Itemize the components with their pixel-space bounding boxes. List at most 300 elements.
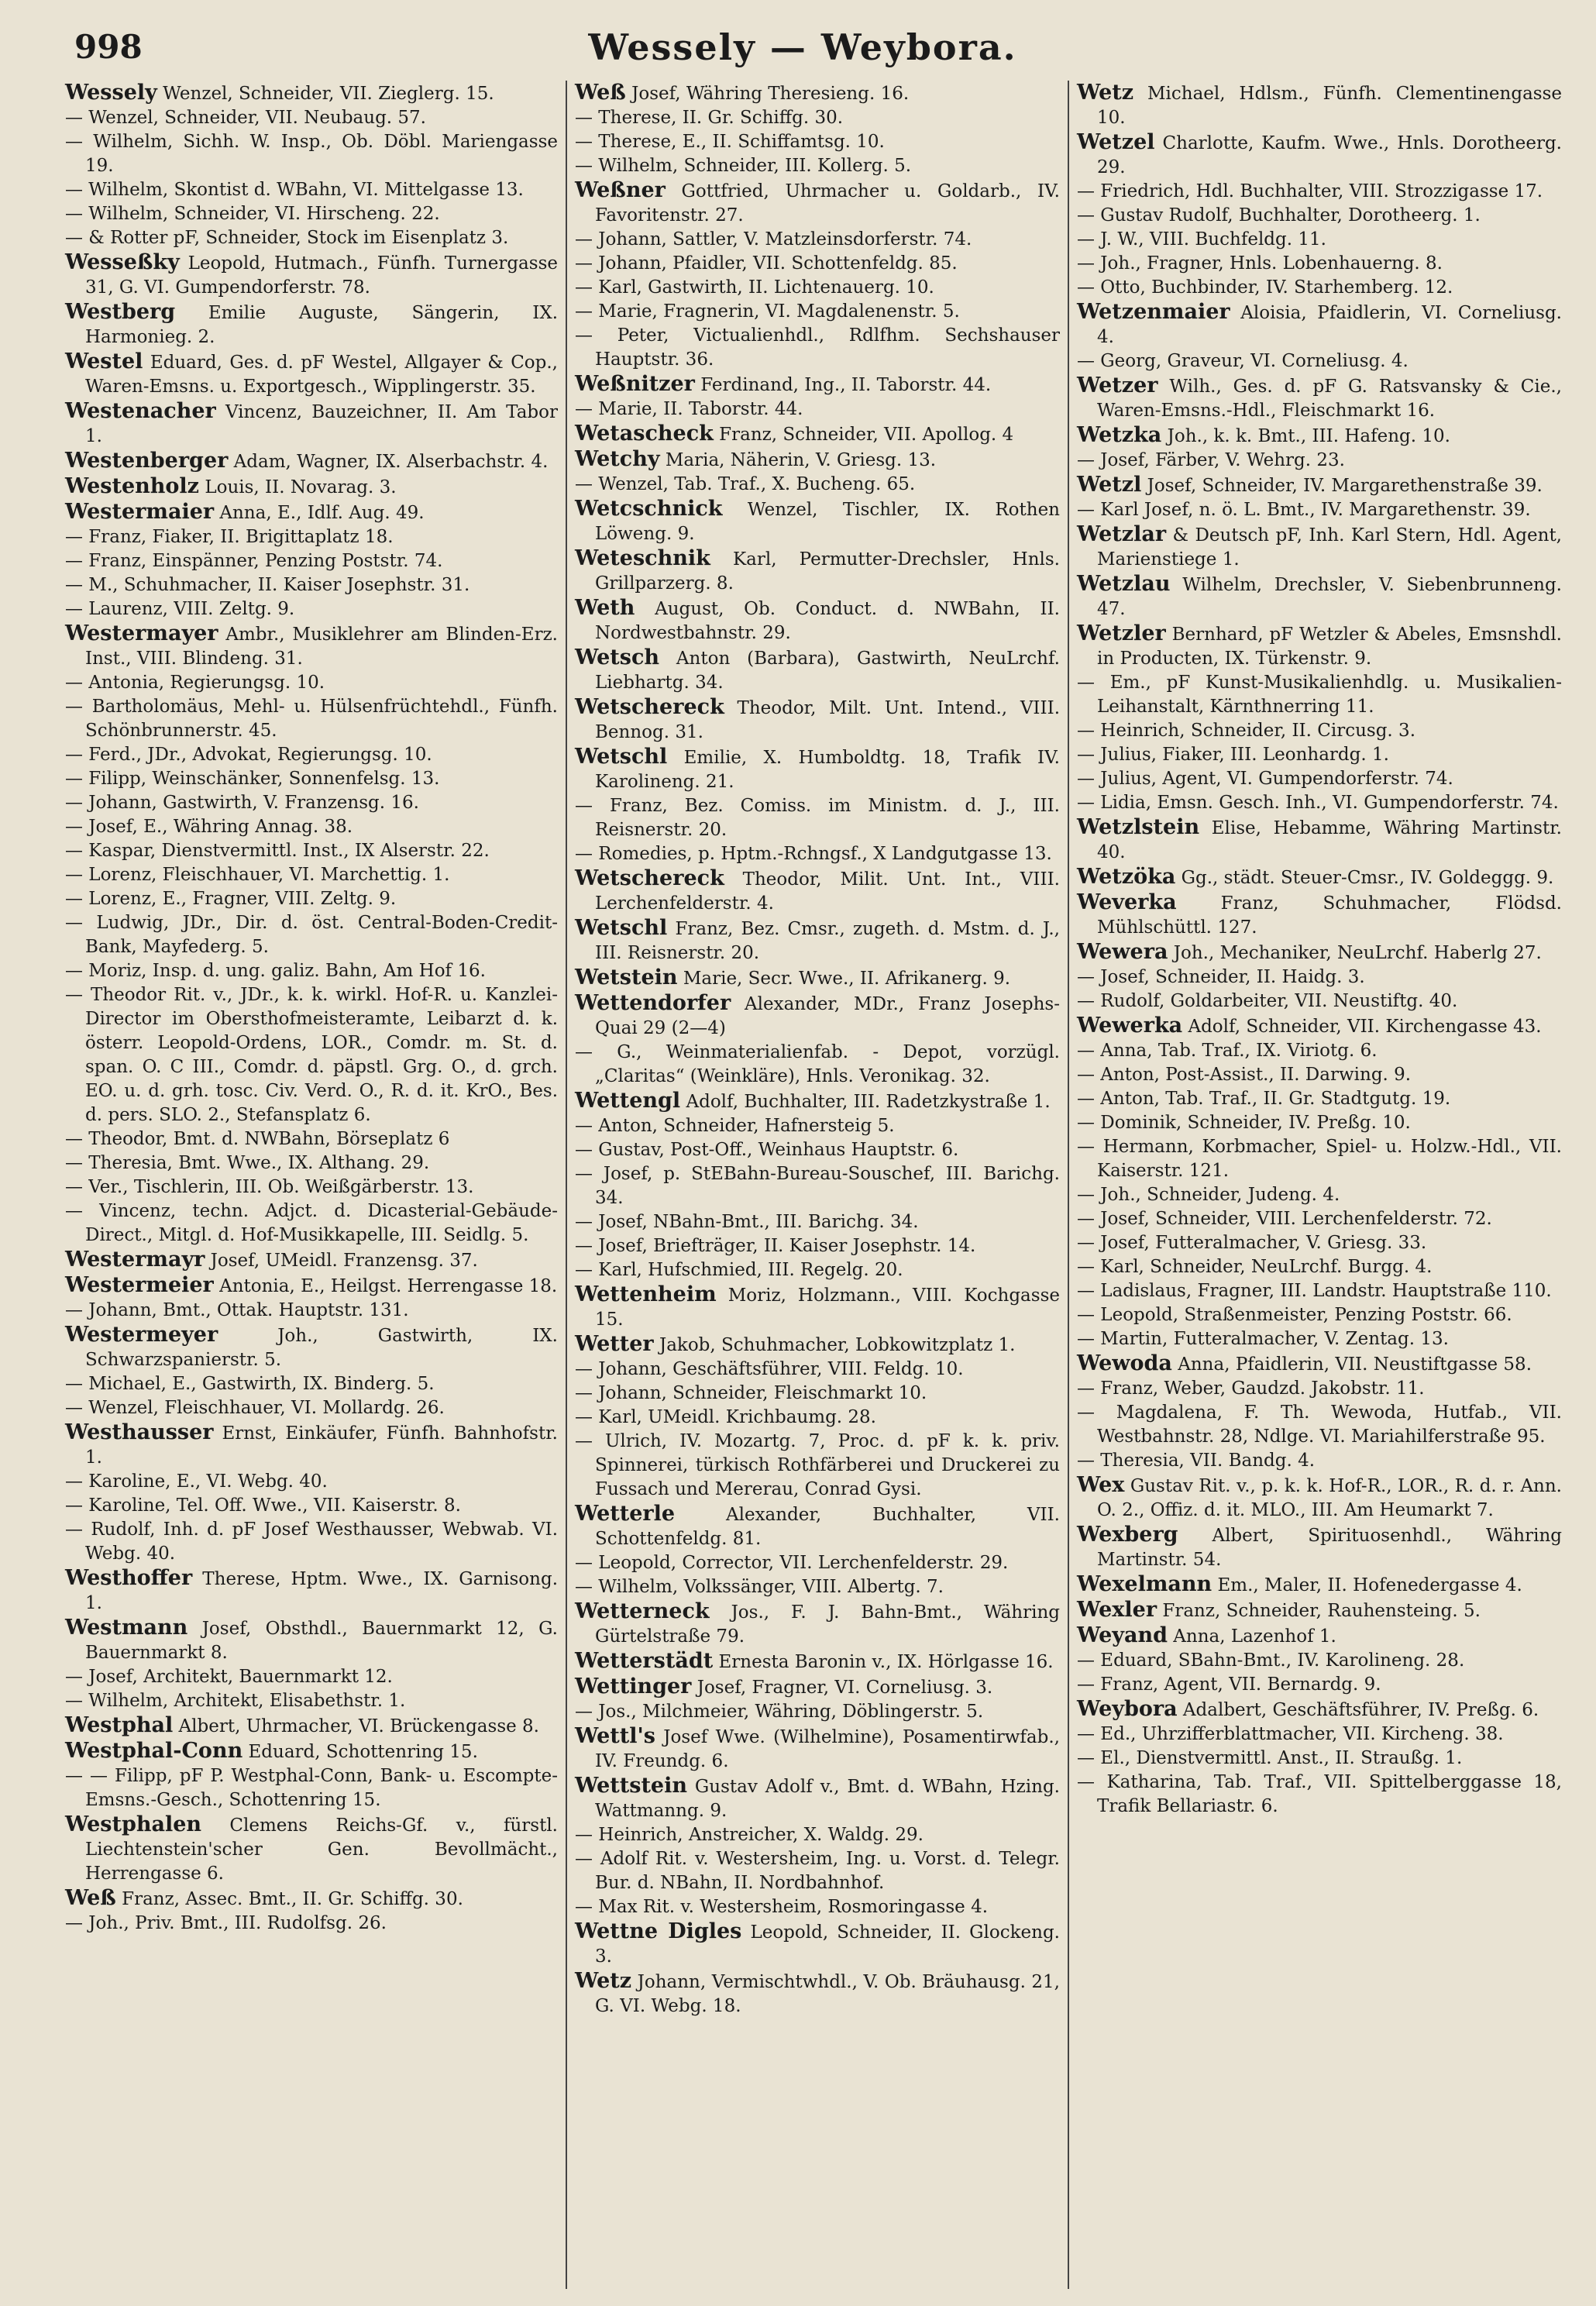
directory-entry bbox=[65, 250, 558, 300]
entry-details: Wenzel, Tischler, IX. Rothen Löweng. 9. bbox=[595, 500, 1060, 544]
entry-details: Jakob, Schuhmacher, Lobkowitzplatz 1. bbox=[653, 1335, 1016, 1355]
entry-details: Franz, Bez. Cmsr., zugeth. d. Mstm. d. J., III. Reisnerstr. 20. bbox=[595, 919, 1060, 963]
entry-details: — Wenzel, Schneider, VII. Neubaug. 57. bbox=[65, 108, 426, 128]
directory-entry bbox=[1077, 1623, 1562, 1649]
entry-details: Josef, UMeidl. Franzensg. 37. bbox=[205, 1251, 478, 1271]
entry-surname: Wetz bbox=[1077, 81, 1134, 105]
entry-details: — Moriz, Insp. d. ung. galiz. Bahn, Am Hof 16. bbox=[65, 961, 486, 981]
entry-details: — Friedrich, Hdl. Buchhalter, VIII. Strozzigasse 17. bbox=[1077, 181, 1543, 201]
entry-details: — Romedies, p. Hptm.-Rchngsf., X Landgutgasse 13. bbox=[575, 844, 1052, 864]
directory-entry bbox=[575, 106, 1060, 130]
entry-details: Theodor, Milit. Unt. Int., VIII. Lerchenfelderstr. 4. bbox=[595, 869, 1060, 914]
directory-entry bbox=[65, 226, 558, 250]
entry-details: — Bartholomäus, Mehl- u. Hülsenfrüchtehdl., Fünfh. Schönbrunnerstr. 45. bbox=[65, 697, 558, 741]
directory-entry bbox=[1077, 204, 1562, 228]
entry-details: — Marie, II. Taborstr. 44. bbox=[575, 399, 803, 419]
directory-entry bbox=[65, 1494, 558, 1518]
entry-surname: Wex bbox=[1077, 1473, 1125, 1497]
entry-surname: Wewoda bbox=[1077, 1351, 1172, 1375]
entry-details: Leopold, Hutmach., Fünfh. Turnergasse 31, G. VI. Gumpendorferstr. 78. bbox=[85, 253, 558, 298]
directory-entry bbox=[1077, 423, 1562, 449]
entry-details: — Josef, Architekt, Bauernmarkt 12. bbox=[65, 1667, 393, 1687]
entry-details: Joh., k. k. Bmt., III. Hafeng. 10. bbox=[1161, 426, 1450, 446]
entry-surname: Wetcschnick bbox=[575, 497, 723, 521]
directory-entry bbox=[1077, 180, 1562, 204]
entry-surname: Westenberger bbox=[65, 449, 229, 473]
directory-entry bbox=[65, 474, 558, 500]
entry-details: — Dominik, Schneider, IV. Preßg. 10. bbox=[1077, 1113, 1411, 1133]
directory-entry bbox=[1077, 276, 1562, 300]
entry-details: Josef Wwe. (Wilhelmine), Posamentirwfab., IV. Freundg. 6. bbox=[595, 1727, 1060, 1771]
entry-surname: Weth bbox=[575, 596, 635, 620]
entry-surname: Westermeier bbox=[65, 1273, 214, 1297]
directory-entry bbox=[575, 1382, 1060, 1406]
directory-entry bbox=[575, 398, 1060, 422]
directory-entry bbox=[1077, 940, 1562, 965]
entry-details: — Josef, p. StEBahn-Bureau-Souschef, III. Barichg. 34. bbox=[575, 1164, 1060, 1208]
directory-entry bbox=[1077, 1449, 1562, 1473]
directory-entry bbox=[1077, 815, 1562, 865]
entry-surname: Weverka bbox=[1077, 890, 1177, 914]
directory-entry bbox=[65, 597, 558, 621]
directory-entry bbox=[1077, 671, 1562, 719]
directory-entry bbox=[65, 81, 558, 106]
entry-surname: Wessely bbox=[65, 81, 157, 105]
entry-surname: Westermaier bbox=[65, 500, 215, 524]
entry-details: — Karl, UMeidl. Krichbaumg. 28. bbox=[575, 1407, 876, 1427]
directory-entry bbox=[575, 1041, 1060, 1089]
directory-entry bbox=[1077, 373, 1562, 423]
entry-details: — & Rotter pF, Schneider, Stock im Eisenplatz 3. bbox=[65, 228, 509, 248]
entry-details: Albert, Spirituosenhdl., Währing Martinstr. 54. bbox=[1097, 1526, 1562, 1570]
entry-details: August, Ob. Conduct. d. NWBahn, II. Nordwestbahnstr. 29. bbox=[595, 599, 1060, 643]
entry-surname: Westermayr bbox=[65, 1248, 205, 1272]
entry-surname: Westermeyer bbox=[65, 1323, 218, 1347]
entry-details: — Wilhelm, Volkssänger, VIII. Albertg. 7. bbox=[575, 1577, 944, 1597]
directory-entry bbox=[1077, 1135, 1562, 1183]
directory-entry bbox=[65, 1665, 558, 1689]
entry-details: Jos., F. J. Bahn-Bmt., Währing Gürtelstraße 79. bbox=[595, 1602, 1060, 1647]
entry-details: — Anton, Tab. Traf., II. Gr. Stadtgutg. 19. bbox=[1077, 1089, 1451, 1109]
directory-entry bbox=[575, 1649, 1060, 1674]
entry-details: Elise, Hebamme, Währing Martinstr. 40. bbox=[1097, 818, 1562, 862]
directory-entry bbox=[1077, 865, 1562, 890]
directory-entry bbox=[65, 1470, 558, 1494]
directory-entry bbox=[1077, 1207, 1562, 1231]
directory-entry bbox=[65, 1739, 558, 1764]
entry-surname: Wetstein bbox=[575, 965, 678, 990]
entry-details: Theodor, Milt. Unt. Intend., VIII. Bennog. 31. bbox=[595, 698, 1060, 742]
entry-surname: Wettengl bbox=[575, 1089, 681, 1113]
column-2 bbox=[566, 81, 1068, 2289]
directory-entry bbox=[575, 1502, 1060, 1551]
entry-details: Anna, E., Idlf. Aug. 49. bbox=[214, 503, 425, 523]
directory-entry bbox=[575, 372, 1060, 398]
directory-entry bbox=[1077, 1279, 1562, 1303]
entry-details: — Martin, Futteralmacher, V. Zentag. 13. bbox=[1077, 1329, 1449, 1349]
directory-entry bbox=[575, 1138, 1060, 1162]
entry-surname: Wetzlau bbox=[1077, 572, 1171, 596]
entry-details: — Joh., Priv. Bmt., III. Rudolfsg. 26. bbox=[65, 1913, 387, 1933]
entry-details: Adolf, Buchhalter, III. Radetzkystraße 1. bbox=[680, 1092, 1051, 1112]
directory-entry bbox=[1077, 1723, 1562, 1747]
entry-details: — Lorenz, Fleischhauer, VI. Marchettig. 1. bbox=[65, 865, 450, 885]
directory-entry bbox=[575, 1551, 1060, 1575]
entry-details: — Johann, Bmt., Ottak. Hauptstr. 131. bbox=[65, 1300, 409, 1320]
entry-details: — Therese, E., II. Schiffamtsg. 10. bbox=[575, 132, 885, 152]
entry-details: — Kaspar, Dienstvermittl. Inst., IX Alserstr. 22. bbox=[65, 841, 490, 861]
entry-surname: Wetterstädt bbox=[575, 1649, 714, 1673]
entry-details: — Joh., Schneider, Judeng. 4. bbox=[1077, 1185, 1340, 1205]
entry-details: — Theresia, VII. Bandg. 4. bbox=[1077, 1451, 1316, 1471]
directory-entry bbox=[1077, 572, 1562, 621]
directory-entry bbox=[1077, 621, 1562, 671]
directory-entry bbox=[65, 573, 558, 597]
directory-entry bbox=[65, 1127, 558, 1151]
entry-details: — Rudolf, Goldarbeiter, VII. Neustiftg. 40. bbox=[1077, 991, 1458, 1011]
entry-details: — Peter, Victualienhdl., Rdlfhm. Sechshauser Hauptstr. 36. bbox=[575, 325, 1060, 370]
directory-entry bbox=[575, 794, 1060, 842]
entry-details: Emilie, X. Humboldtg. 18, Trafik IV. Karolineng. 21. bbox=[595, 748, 1060, 792]
entry-details: — Wilhelm, Schneider, III. Kollerg. 5. bbox=[575, 156, 912, 176]
entry-surname: Westhausser bbox=[65, 1420, 214, 1444]
directory-entry bbox=[65, 1616, 558, 1665]
directory-entry bbox=[575, 1969, 1060, 2019]
entry-details: — Wilhelm, Skontist d. WBahn, VI. Mittelgasse 13. bbox=[65, 180, 524, 200]
directory-entry bbox=[1077, 719, 1562, 743]
directory-entry bbox=[65, 1372, 558, 1396]
entry-surname: Wewera bbox=[1077, 940, 1168, 964]
entry-details: — Josef, Schneider, II. Haidg. 3. bbox=[1077, 967, 1365, 987]
entry-details: — Ludwig, JDr., Dir. d. öst. Central-Boden-Credit-Bank, Mayfederg. 5. bbox=[65, 913, 558, 957]
directory-entry bbox=[575, 1724, 1060, 1774]
column-1 bbox=[64, 81, 566, 2289]
directory-entry bbox=[575, 596, 1060, 645]
directory-entry bbox=[575, 178, 1060, 228]
directory-entry bbox=[65, 1323, 558, 1372]
entry-surname: Wexberg bbox=[1077, 1523, 1178, 1547]
entry-surname: Westmann bbox=[65, 1616, 188, 1640]
entry-surname: Westphal-Conn bbox=[65, 1739, 243, 1763]
entry-details: — Julius, Fiaker, III. Leonhardg. 1. bbox=[1077, 745, 1389, 765]
entry-details: — Otto, Buchbinder, IV. Starhemberg. 12. bbox=[1077, 277, 1453, 298]
entry-surname: Wetzel bbox=[1077, 130, 1155, 154]
entry-details: — Laurenz, VIII. Zeltg. 9. bbox=[65, 599, 295, 619]
entry-details: Ambr., Musiklehrer am Blinden-Erz. Inst., VIII. Blindeng. 31. bbox=[85, 625, 558, 669]
directory-entry bbox=[575, 497, 1060, 546]
entry-details: — G., Weinmaterialienfab. - Depot, vorzügl. „Claritas“ (Weinkläre), Hnls. Veronikag. 32. bbox=[575, 1042, 1060, 1086]
directory-entry bbox=[575, 965, 1060, 991]
entry-details: — Karl, Gastwirth, II. Lichtenauerg. 10. bbox=[575, 277, 934, 298]
directory-entry bbox=[1077, 1697, 1562, 1723]
entry-details: — Johann, Pfaidler, VII. Schottenfeldg. 85. bbox=[575, 253, 958, 274]
directory-entry bbox=[575, 645, 1060, 695]
column-3 bbox=[1068, 81, 1570, 2289]
directory-entry bbox=[1077, 1183, 1562, 1207]
directory-entry bbox=[65, 959, 558, 983]
entry-details: — Josef, NBahn-Bmt., III. Barichg. 34. bbox=[575, 1212, 919, 1232]
directory-entry bbox=[1077, 1598, 1562, 1623]
directory-entry bbox=[1077, 767, 1562, 791]
entry-details: Em., Maler, II. Hofenedergasse 4. bbox=[1212, 1575, 1522, 1595]
directory-entry bbox=[575, 300, 1060, 324]
directory-entry bbox=[1077, 1572, 1562, 1598]
directory-entry bbox=[1077, 1673, 1562, 1697]
entry-details: — Michael, E., Gastwirth, IX. Binderg. 5. bbox=[65, 1374, 435, 1394]
entry-details: — Katharina, Tab. Traf., VII. Spittelberggasse 18, Trafik Bellariastr. 6. bbox=[1077, 1772, 1562, 1816]
entry-details: Michael, Hdlsm., Fünfh. Clementinengasse 10. bbox=[1097, 84, 1562, 128]
entry-details: Franz, Schneider, VII. Apollog. 4 bbox=[713, 425, 1014, 445]
entry-surname: Wetzöka bbox=[1077, 865, 1176, 889]
entry-details: Anna, Pfaidlerin, VII. Neustiftgasse 58. bbox=[1171, 1354, 1532, 1375]
entry-details: — Wilhelm, Architekt, Elisabethstr. 1. bbox=[65, 1691, 406, 1711]
directory-entry bbox=[575, 1847, 1060, 1895]
directory-entry bbox=[575, 228, 1060, 252]
directory-entry bbox=[65, 1273, 558, 1299]
entry-surname: Westenacher bbox=[65, 399, 216, 423]
directory-entry bbox=[65, 983, 558, 1127]
directory-entry bbox=[575, 1895, 1060, 1919]
entry-surname: Wetz bbox=[575, 1969, 632, 1993]
entry-details: — Johann, Sattler, V. Matzleinsdorferstr. 74. bbox=[575, 229, 972, 250]
entry-surname: Wetsch bbox=[575, 645, 660, 669]
entry-details: — Gustav, Post-Off., Weinhaus Hauptstr. 6. bbox=[575, 1140, 959, 1160]
directory-entry bbox=[65, 887, 558, 911]
entry-details: Anton (Barbara), Gastwirth, NeuLrchf. Liebhartg. 34. bbox=[595, 649, 1060, 693]
directory-entry bbox=[575, 1575, 1060, 1599]
entry-details: — Franz, Bez. Comiss. im Ministm. d. J., III. Reisnerstr. 20. bbox=[575, 796, 1060, 840]
entry-details: — Therese, II. Gr. Schiffg. 30. bbox=[575, 108, 844, 128]
directory-entry bbox=[575, 447, 1060, 473]
columns bbox=[64, 81, 1570, 2289]
directory-entry bbox=[65, 500, 558, 525]
directory-entry bbox=[65, 130, 558, 178]
directory-entry bbox=[65, 1912, 558, 1936]
entry-details: — Josef, Färber, V. Wehrg. 23. bbox=[1077, 450, 1345, 470]
entry-details: — Wilhelm, Schneider, VI. Hirscheng. 22. bbox=[65, 204, 440, 224]
directory-entry bbox=[575, 81, 1060, 106]
page-header bbox=[74, 22, 1531, 68]
page-number: 998 bbox=[74, 28, 143, 66]
directory-entry bbox=[65, 1518, 558, 1566]
directory-entry bbox=[575, 324, 1060, 372]
entry-details: — Leopold, Straßenmeister, Penzing Poststr. 66. bbox=[1077, 1305, 1512, 1325]
directory-entry bbox=[575, 866, 1060, 916]
directory-entry bbox=[575, 916, 1060, 965]
directory-entry bbox=[65, 743, 558, 767]
entry-details: Antonia, E., Heilgst. Herrengasse 18. bbox=[213, 1276, 558, 1296]
entry-details: Ferdinand, Ing., II. Taborstr. 44. bbox=[694, 375, 992, 395]
entry-details: Adam, Wagner, IX. Alserbachstr. 4. bbox=[228, 452, 549, 472]
entry-details: Franz, Schuhmacher, Flödsd. Mühlschüttl. 127. bbox=[1097, 893, 1562, 938]
entry-details: Alexander, Buchhalter, VII. Schottenfeldg. 81. bbox=[595, 1505, 1060, 1549]
entry-details: — Lidia, Emsn. Gesch. Inh., VI. Gumpendorferstr. 74. bbox=[1077, 793, 1559, 813]
directory-entry bbox=[575, 1823, 1060, 1847]
entry-details: — Franz, Weber, Gaudzd. Jakobstr. 11. bbox=[1077, 1378, 1425, 1399]
entry-surname: Weßnitzer bbox=[575, 372, 695, 396]
directory-entry bbox=[65, 791, 558, 815]
entry-surname: Wetchy bbox=[575, 447, 660, 471]
entry-details: — Marie, Fragnerin, VI. Magdalenenstr. 5. bbox=[575, 301, 960, 322]
directory-entry bbox=[65, 1248, 558, 1273]
entry-surname: Westel bbox=[65, 349, 143, 373]
directory-entry bbox=[1077, 890, 1562, 940]
entry-details: Albert, Uhrmacher, VI. Brückengasse 8. bbox=[173, 1716, 539, 1736]
entry-surname: Wetter bbox=[575, 1332, 654, 1356]
entry-details: Franz, Schneider, Rauhensteing. 5. bbox=[1157, 1601, 1481, 1621]
directory-entry bbox=[1077, 743, 1562, 767]
directory-entry bbox=[575, 1430, 1060, 1502]
entry-details: — Theodor Rit. v., JDr., k. k. wirkl. Hof-R. u. Kanzlei-Director im Obersthofmeisteramte, Leibarzt d. k. österr. Leopold-Ordens, LOR., Comdr. m. St. d. span. O. C III., Comdr. d. päpstl. Grg. O., d. grch. EO. u. d. grh. tosc. Civ. Verd. O., R. d. it. KrO., Bes. d. pers. SLO. 2., Stefansplatz 6. bbox=[65, 985, 558, 1125]
entry-details: Josef, Schneider, IV. Margarethenstraße 39. bbox=[1141, 476, 1543, 496]
entry-surname: Wetzlar bbox=[1077, 522, 1167, 546]
entry-details: Moriz, Holzmann., VIII. Kochgasse 15. bbox=[595, 1286, 1060, 1330]
entry-surname: Wetschl bbox=[575, 916, 668, 940]
entry-details: — Hermann, Korbmacher, Spiel- u. Holzw.-Hdl., VII. Kaiserstr. 121. bbox=[1077, 1137, 1562, 1181]
entry-details: Gg., städt. Steuer-Cmsr., IV. Goldeggg. 9. bbox=[1175, 868, 1554, 888]
entry-details: — Theresia, Bmt. Wwe., IX. Althang. 29. bbox=[65, 1153, 430, 1173]
entry-details: — Franz, Einspänner, Penzing Poststr. 74. bbox=[65, 551, 443, 571]
directory-entry bbox=[1077, 1327, 1562, 1351]
entry-surname: Wettendorfer bbox=[575, 991, 731, 1015]
entry-details: & Deutsch pF, Inh. Karl Stern, Hdl. Agent, Marienstiege 1. bbox=[1097, 525, 1562, 570]
directory-entry bbox=[575, 1599, 1060, 1649]
entry-details: — Ladislaus, Fragner, III. Landstr. Hauptstraße 110. bbox=[1077, 1281, 1552, 1301]
entry-details: Wilhelm, Drechsler, V. Siebenbrunneng. 47. bbox=[1097, 575, 1562, 619]
directory-entry bbox=[65, 671, 558, 695]
directory-entry bbox=[1077, 449, 1562, 473]
entry-details: — Heinrich, Schneider, II. Circusg. 3. bbox=[1077, 721, 1415, 741]
entry-details: — Franz, Fiaker, II. Brigittaplatz 18. bbox=[65, 527, 394, 547]
directory-entry bbox=[65, 1713, 558, 1739]
directory-entry bbox=[1077, 1747, 1562, 1771]
directory-entry bbox=[575, 422, 1060, 447]
directory-entry bbox=[575, 1700, 1060, 1724]
entry-details: — Jos., Milchmeier, Währing, Döblingerstr. 5. bbox=[575, 1702, 984, 1722]
directory-entry bbox=[65, 549, 558, 573]
entry-surname: Wewerka bbox=[1077, 1014, 1183, 1038]
entry-details: — Johann, Geschäftsführer, VIII. Feldg. 10. bbox=[575, 1359, 964, 1379]
entry-details: — Ferd., JDr., Advokat, Regierungsg. 10. bbox=[65, 745, 432, 765]
entry-details: — Heinrich, Anstreicher, X. Waldg. 29. bbox=[575, 1825, 924, 1845]
directory-entry bbox=[575, 1162, 1060, 1210]
entry-details: Johann, Vermischtwhdl., V. Ob. Bräuhausg. 21, G. VI. Webg. 18. bbox=[595, 1972, 1060, 2016]
entry-details: — Magdalena, F. Th. Wewoda, Hutfab., VII. Westbahnstr. 28, Ndlge. VI. Mariahilferstraße 95. bbox=[1077, 1403, 1562, 1447]
entry-surname: Wetschl bbox=[575, 745, 668, 769]
entry-details: Gustav Rit. v., p. k. k. Hof-R., LOR., R. d. r. Ann. O. 2., Offiz. d. it. MLO., III. Am Heumarkt 7. bbox=[1097, 1476, 1562, 1520]
entry-details: — Johann, Gastwirth, V. Franzensg. 16. bbox=[65, 793, 419, 813]
directory-entry bbox=[65, 1396, 558, 1420]
directory-entry bbox=[65, 863, 558, 887]
entry-details: Karl, Permutter-Drechsler, Hnls. Grillparzerg. 8. bbox=[595, 549, 1060, 594]
entry-surname: Wetzl bbox=[1077, 473, 1142, 497]
entry-details: — J. W., VIII. Buchfeldg. 11. bbox=[1077, 229, 1326, 250]
entry-details: — Antonia, Regierungsg. 10. bbox=[65, 673, 325, 693]
directory-entry bbox=[1077, 522, 1562, 572]
entry-surname: Weteschnik bbox=[575, 546, 710, 570]
entry-details: — Anna, Tab. Traf., IX. Viriotg. 6. bbox=[1077, 1041, 1378, 1061]
entry-surname: Westhoffer bbox=[65, 1566, 193, 1590]
entry-details: — Georg, Graveur, VI. Corneliusg. 4. bbox=[1077, 351, 1409, 371]
directory-entry bbox=[1077, 1255, 1562, 1279]
entry-surname: Wesseßky bbox=[65, 250, 180, 274]
entry-surname: Wexelmann bbox=[1077, 1572, 1212, 1596]
entry-surname: Wetzer bbox=[1077, 373, 1158, 398]
directory-entry bbox=[1077, 1111, 1562, 1135]
directory-entry bbox=[1077, 1303, 1562, 1327]
entry-details: — Vincenz, techn. Adjct. d. Dicasterial-Gebäude-Direct., Mitgl. d. Hof-Musikkapelle, III. Seidlg. 5. bbox=[65, 1201, 558, 1245]
directory-entry bbox=[65, 621, 558, 671]
entry-surname: Wetterneck bbox=[575, 1599, 710, 1623]
directory-entry bbox=[65, 300, 558, 349]
directory-entry bbox=[65, 839, 558, 863]
directory-entry bbox=[65, 106, 558, 130]
directory-entry bbox=[575, 1406, 1060, 1430]
directory-entry bbox=[65, 1689, 558, 1713]
entry-details: Bernhard, pF Wetzler & Abeles, Emsnshdl. in Producten, IX. Türkenstr. 9. bbox=[1097, 625, 1562, 669]
directory-entry bbox=[1077, 130, 1562, 180]
directory-entry bbox=[1077, 1771, 1562, 1819]
directory-entry bbox=[575, 695, 1060, 745]
entry-details: — Ulrich, IV. Mozartg. 7, Proc. d. pF k. k. priv. Spinnerei, türkisch Rothfärberei und Druckerei zu Fussach und Mererau, Conrad Gysi. bbox=[575, 1431, 1060, 1499]
directory-entry bbox=[1077, 791, 1562, 815]
entry-details: Louis, II. Novarag. 3. bbox=[199, 477, 397, 497]
directory-entry bbox=[575, 252, 1060, 276]
entry-surname: Westenholz bbox=[65, 474, 200, 498]
entry-details: Clemens Reichs-Gf. v., fürstl. Liechtenstein'scher Gen. Bevollmächt., Herrengasse 6. bbox=[85, 1816, 558, 1884]
directory-entry bbox=[65, 815, 558, 839]
directory-entry bbox=[65, 1199, 558, 1248]
entry-details: Franz, Assec. Bmt., II. Gr. Schiffg. 30. bbox=[115, 1889, 463, 1909]
entry-details: Emilie Auguste, Sängerin, IX. Harmonieg. 2. bbox=[85, 303, 558, 347]
directory-entry bbox=[1077, 1649, 1562, 1673]
entry-details: — Josef, Futteralmacher, V. Griesg. 33. bbox=[1077, 1233, 1427, 1253]
entry-surname: Wexler bbox=[1077, 1598, 1157, 1622]
directory-entry bbox=[65, 1812, 558, 1886]
directory-entry bbox=[575, 130, 1060, 154]
directory-entry bbox=[575, 1089, 1060, 1114]
entry-details: Aloisia, Pfaidlerin, VI. Corneliusg. 4. bbox=[1097, 303, 1562, 347]
entry-surname: Wettenheim bbox=[575, 1282, 717, 1306]
directory-entry bbox=[1077, 1377, 1562, 1401]
entry-details: — Lorenz, E., Fragner, VIII. Zeltg. 9. bbox=[65, 889, 397, 909]
entry-details: — Karl Josef, n. ö. L. Bmt., IV. Margarethenstr. 39. bbox=[1077, 500, 1531, 520]
directory-entry bbox=[65, 1299, 558, 1323]
entry-details: Marie, Secr. Wwe., II. Afrikanerg. 9. bbox=[677, 969, 1011, 989]
entry-details: Adolf, Schneider, VII. Kirchengasse 43. bbox=[1182, 1017, 1542, 1037]
entry-details: — Karoline, E., VI. Webg. 40. bbox=[65, 1471, 328, 1492]
entry-details: — Eduard, SBahn-Bmt., IV. Karolineng. 28. bbox=[1077, 1650, 1465, 1671]
directory-entry bbox=[65, 178, 558, 202]
directory-entry bbox=[1077, 498, 1562, 522]
directory-entry bbox=[575, 154, 1060, 178]
entry-details: — Wenzel, Fleischhauer, VI. Mollardg. 26. bbox=[65, 1398, 445, 1418]
entry-surname: Wetschereck bbox=[575, 695, 724, 719]
entry-surname: Weß bbox=[575, 81, 626, 105]
directory-entry bbox=[65, 767, 558, 791]
directory-entry bbox=[575, 1114, 1060, 1138]
directory-entry bbox=[1077, 965, 1562, 990]
directory-entry bbox=[1077, 1351, 1562, 1377]
directory-entry bbox=[65, 695, 558, 743]
entry-details: — Karl, Schneider, NeuLrchf. Burgg. 4. bbox=[1077, 1257, 1433, 1277]
entry-surname: Wetascheck bbox=[575, 422, 714, 446]
entry-details: — M., Schuhmacher, II. Kaiser Josephstr. 31. bbox=[65, 575, 470, 595]
entry-details: Joh., Mechaniker, NeuLrchf. Haberlg 27. bbox=[1168, 943, 1542, 963]
entry-details: — Josef, Schneider, VIII. Lerchenfelderstr. 72. bbox=[1077, 1209, 1492, 1229]
entry-details: — Adolf Rit. v. Westersheim, Ing. u. Vorst. d. Telegr. Bur. d. NBahn, II. Nordbahnhof. bbox=[575, 1849, 1060, 1893]
directory-entry bbox=[1077, 990, 1562, 1014]
